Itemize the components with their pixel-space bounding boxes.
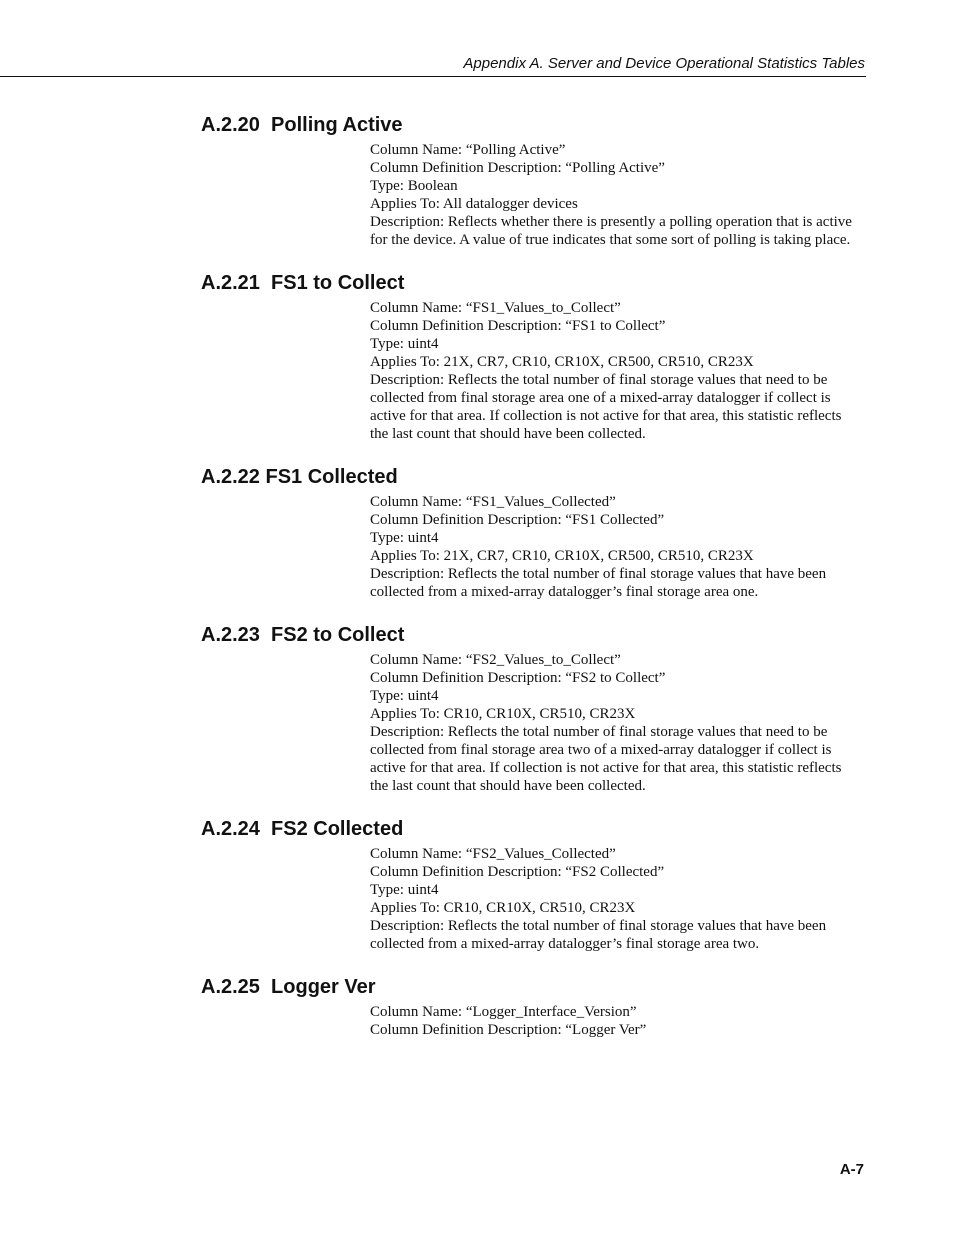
section-fs2-collected bbox=[0, 816, 954, 953]
section-polling-active bbox=[0, 112, 954, 249]
description-paragraph: Description: Reflects the total number of final storage values that have been collected from a mixed-array datalogger’s final storage area one. bbox=[370, 566, 827, 600]
page-number: A-7 bbox=[839, 1161, 864, 1178]
type-line: Type: Boolean bbox=[370, 178, 458, 194]
type-line: Type: uint4 bbox=[370, 530, 439, 546]
column-name-line: Column Name: “FS2_Values_to_Collect” bbox=[370, 652, 621, 668]
section-logger-ver bbox=[0, 974, 954, 1039]
applies-to-line: Applies To: All datalogger devices bbox=[370, 196, 578, 212]
column-name-line: Column Name: “FS2_Values_Collected” bbox=[370, 846, 616, 862]
applies-to-line: Applies To: CR10, CR10X, CR510, CR23X bbox=[370, 706, 636, 722]
section-body bbox=[370, 1003, 855, 1039]
section-body bbox=[370, 493, 855, 601]
section-body bbox=[370, 141, 855, 249]
type-line: Type: uint4 bbox=[370, 882, 439, 898]
column-name-line: Column Name: “FS1_Values_to_Collect” bbox=[370, 300, 621, 316]
description-paragraph: Description: Reflects the total number of final storage values that need to be collected from final storage area one of a mixed-array datalogger if collect is active for that area. If collection is not active for that area, this statistic reflects the last count that should have been collected. bbox=[370, 372, 842, 442]
column-name-line: Column Name: “FS1_Values_Collected” bbox=[370, 494, 616, 510]
section-heading: A.2.21 FS1 to Collect bbox=[201, 272, 405, 294]
section-body bbox=[370, 651, 855, 795]
applies-to-line: Applies To: CR10, CR10X, CR510, CR23X bbox=[370, 900, 636, 916]
column-name-line: Column Name: “Polling Active” bbox=[370, 142, 566, 158]
section-fs1-collected bbox=[0, 464, 954, 601]
section-heading: A.2.20 Polling Active bbox=[201, 114, 403, 136]
page-content bbox=[0, 112, 954, 1039]
column-definition-line: Column Definition Description: “FS1 to Collect” bbox=[370, 318, 666, 334]
description-paragraph: Description: Reflects the total number of final storage values that need to be collected from final storage area two of a mixed-array datalogger if collect is active for that area. If collection is not active for that area, this statistic reflects the last count that should have been collected. bbox=[370, 724, 842, 794]
section-body bbox=[370, 845, 855, 953]
section-heading: A.2.25 Logger Ver bbox=[201, 976, 376, 998]
applies-to-line: Applies To: 21X, CR7, CR10, CR10X, CR500, CR510, CR23X bbox=[370, 548, 754, 564]
header-rule bbox=[0, 76, 866, 77]
section-heading: A.2.23 FS2 to Collect bbox=[201, 624, 405, 646]
section-body bbox=[370, 299, 855, 443]
column-definition-line: Column Definition Description: “Logger Ver” bbox=[370, 1022, 647, 1038]
column-definition-line: Column Definition Description: “FS1 Collected” bbox=[370, 512, 665, 528]
running-header: Appendix A. Server and Device Operational Statistics Tables bbox=[463, 55, 865, 72]
column-definition-line: Column Definition Description: “Polling Active” bbox=[370, 160, 665, 176]
column-definition-line: Column Definition Description: “FS2 Collected” bbox=[370, 864, 665, 880]
applies-to-line: Applies To: 21X, CR7, CR10, CR10X, CR500, CR510, CR23X bbox=[370, 354, 754, 370]
description-paragraph: Description: Reflects whether there is presently a polling operation that is active for the device. A value of true indicates that some sort of polling is taking place. bbox=[370, 214, 852, 248]
section-heading: A.2.22 FS1 Collected bbox=[201, 466, 398, 488]
column-name-line: Column Name: “Logger_Interface_Version” bbox=[370, 1004, 637, 1020]
type-line: Type: uint4 bbox=[370, 336, 439, 352]
section-heading: A.2.24 FS2 Collected bbox=[201, 818, 404, 840]
section-fs1-to-collect bbox=[0, 270, 954, 443]
section-fs2-to-collect bbox=[0, 622, 954, 795]
type-line: Type: uint4 bbox=[370, 688, 439, 704]
description-paragraph: Description: Reflects the total number of final storage values that have been collected from a mixed-array datalogger’s final storage area two. bbox=[370, 918, 827, 952]
column-definition-line: Column Definition Description: “FS2 to Collect” bbox=[370, 670, 666, 686]
